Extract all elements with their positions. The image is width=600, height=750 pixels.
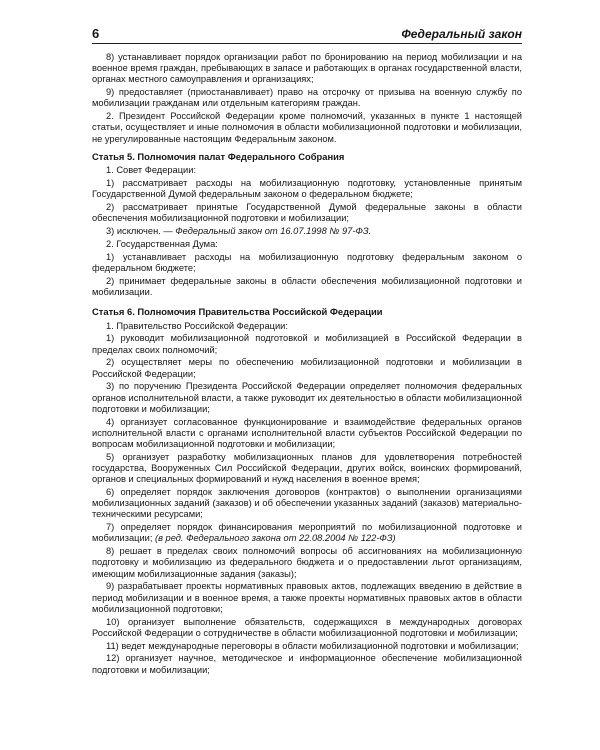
law-reference: Федеральный закон от 16.07.1998 № 97-ФЗ. (175, 226, 372, 237)
paragraph: 11) ведет международные переговоры в области мобилизационной подготовки и мобилизации; (106, 640, 519, 651)
paragraph: 9) предоставляет (приостанавливает) право на отсрочку от призыва на военную службу по мобилизации гражданам или отдельным категориям граждан. (92, 87, 522, 109)
paragraph: 8) устанавливает порядок организации работ по бронированию на период мобилизации и на военное время граждан, пребывающих в запасе и работающих в органах государственной власти, органах местного самоуправления и организациях; (92, 52, 522, 85)
paragraph-text: 7) определяет порядок финансирования мероприятий по мобилизационной подготовке и мобилизации; (92, 522, 522, 544)
article-5 (92, 151, 522, 298)
paragraph: 2) рассматривает принятые Государственной Думой федеральные законы в области обеспечения мобилизационной подготовки и мобилизации; (92, 202, 522, 224)
paragraph: 12) организует научное, методическое и информационное обеспечение мобилизационной подготовки и мобилизации; (92, 653, 522, 675)
paragraph: 9) разрабатывает проекты нормативных правовых актов, подлежащих введению в действие в период мобилизации и в военное время, а также проекты нормативных правовых актов в области мобилизационной подготовки; (92, 581, 522, 614)
paragraph: 2. Президент Российской Федерации кроме полномочий, указанных в пункте 1 настоящей статьи, осуществляет и иные полномочия в области мобилизационной подготовки и мобилизации, не урегулированные настоящим Федеральным законом. (92, 111, 522, 144)
paragraph: 1) руководит мобилизационной подготовкой и мобилизацией в Российской Федерации в пределах своих полномочий; (92, 333, 522, 355)
law-reference: (в ред. Федерального закона от 22.08.2004 № 122-ФЗ) (155, 533, 396, 544)
paragraph: 10) организует выполнение обязательств, содержащихся в международных договорах Российской Федерации о сотрудничестве в области мобилизационной подготовки и мобилизации; (92, 616, 522, 638)
paragraph: 4) организует согласованное функционирование и взаимодействие федеральных органов исполнительной власти с органами исполнительной власти субъектов Российской Федерации по вопросам мобилизационной подготовки и мобилизации; (92, 416, 522, 450)
paragraph: 1. Совет Федерации: (106, 165, 197, 176)
page-header (92, 26, 522, 44)
paragraph: 2) принимает федеральные законы в области обеспечения мобилизационной подготовки и мобилизации. (92, 275, 522, 297)
running-title: Федеральный закон (401, 27, 522, 41)
paragraph-text: 3) исключен. — (106, 226, 176, 237)
paragraph: 5) организует разработку мобилизационных планов для удовлетворения потребностей государства, Вооруженных Сил Российской Федерации, других войск, воинских формирований, органов и специальных формирований и нужд населения в военное время; (92, 451, 522, 485)
paragraph: 1) устанавливает расходы на мобилизационную подготовку федеральным законом о федеральном бюджете; (92, 251, 522, 273)
paragraph: 6) определяет порядок заключения договоров (контрактов) о выполнении организациями мобилизационных заданий (заказов) и об обеспечении указанных заданий (заказов) материально-техническими ресурсами; (92, 487, 522, 520)
article-6-title: Статья 6. Полномочия Правительства Российской Федерации (92, 306, 383, 318)
article-5-title: Статья 5. Полномочия палат Федерального Собрания (92, 150, 345, 162)
paragraph: 1. Правительство Российской Федерации: (106, 320, 288, 331)
paragraph: 8) решает в пределах своих полномочий вопросы об ассигнованиях на мобилизационную подготовку и мобилизацию из федерального бюджета и о предоставлении льгот организациям, имеющим мобилизационные задания (заказы); (92, 546, 522, 579)
intro-block (92, 52, 522, 145)
page-number: 6 (92, 26, 100, 41)
paragraph: 2) осуществляет меры по обеспечению мобилизационной подготовки и мобилизации в Российской Федерации; (92, 357, 522, 379)
paragraph (92, 226, 522, 237)
article-6 (92, 306, 522, 676)
paragraph: 1) рассматривает расходы на мобилизационную подготовку, установленные принятым Государственной Думой федеральным законом о федеральном бюджете; (92, 178, 522, 200)
paragraph: 2. Государственная Дума: (106, 238, 218, 249)
paragraph (92, 522, 522, 544)
document-page (92, 26, 522, 677)
paragraph: 3) по поручению Президента Российской Федерации определяет полномочия федеральных органов исполнительной власти, а также руководит их деятельностью в области мобилизационной подготовки и мобилизации; (92, 381, 522, 414)
